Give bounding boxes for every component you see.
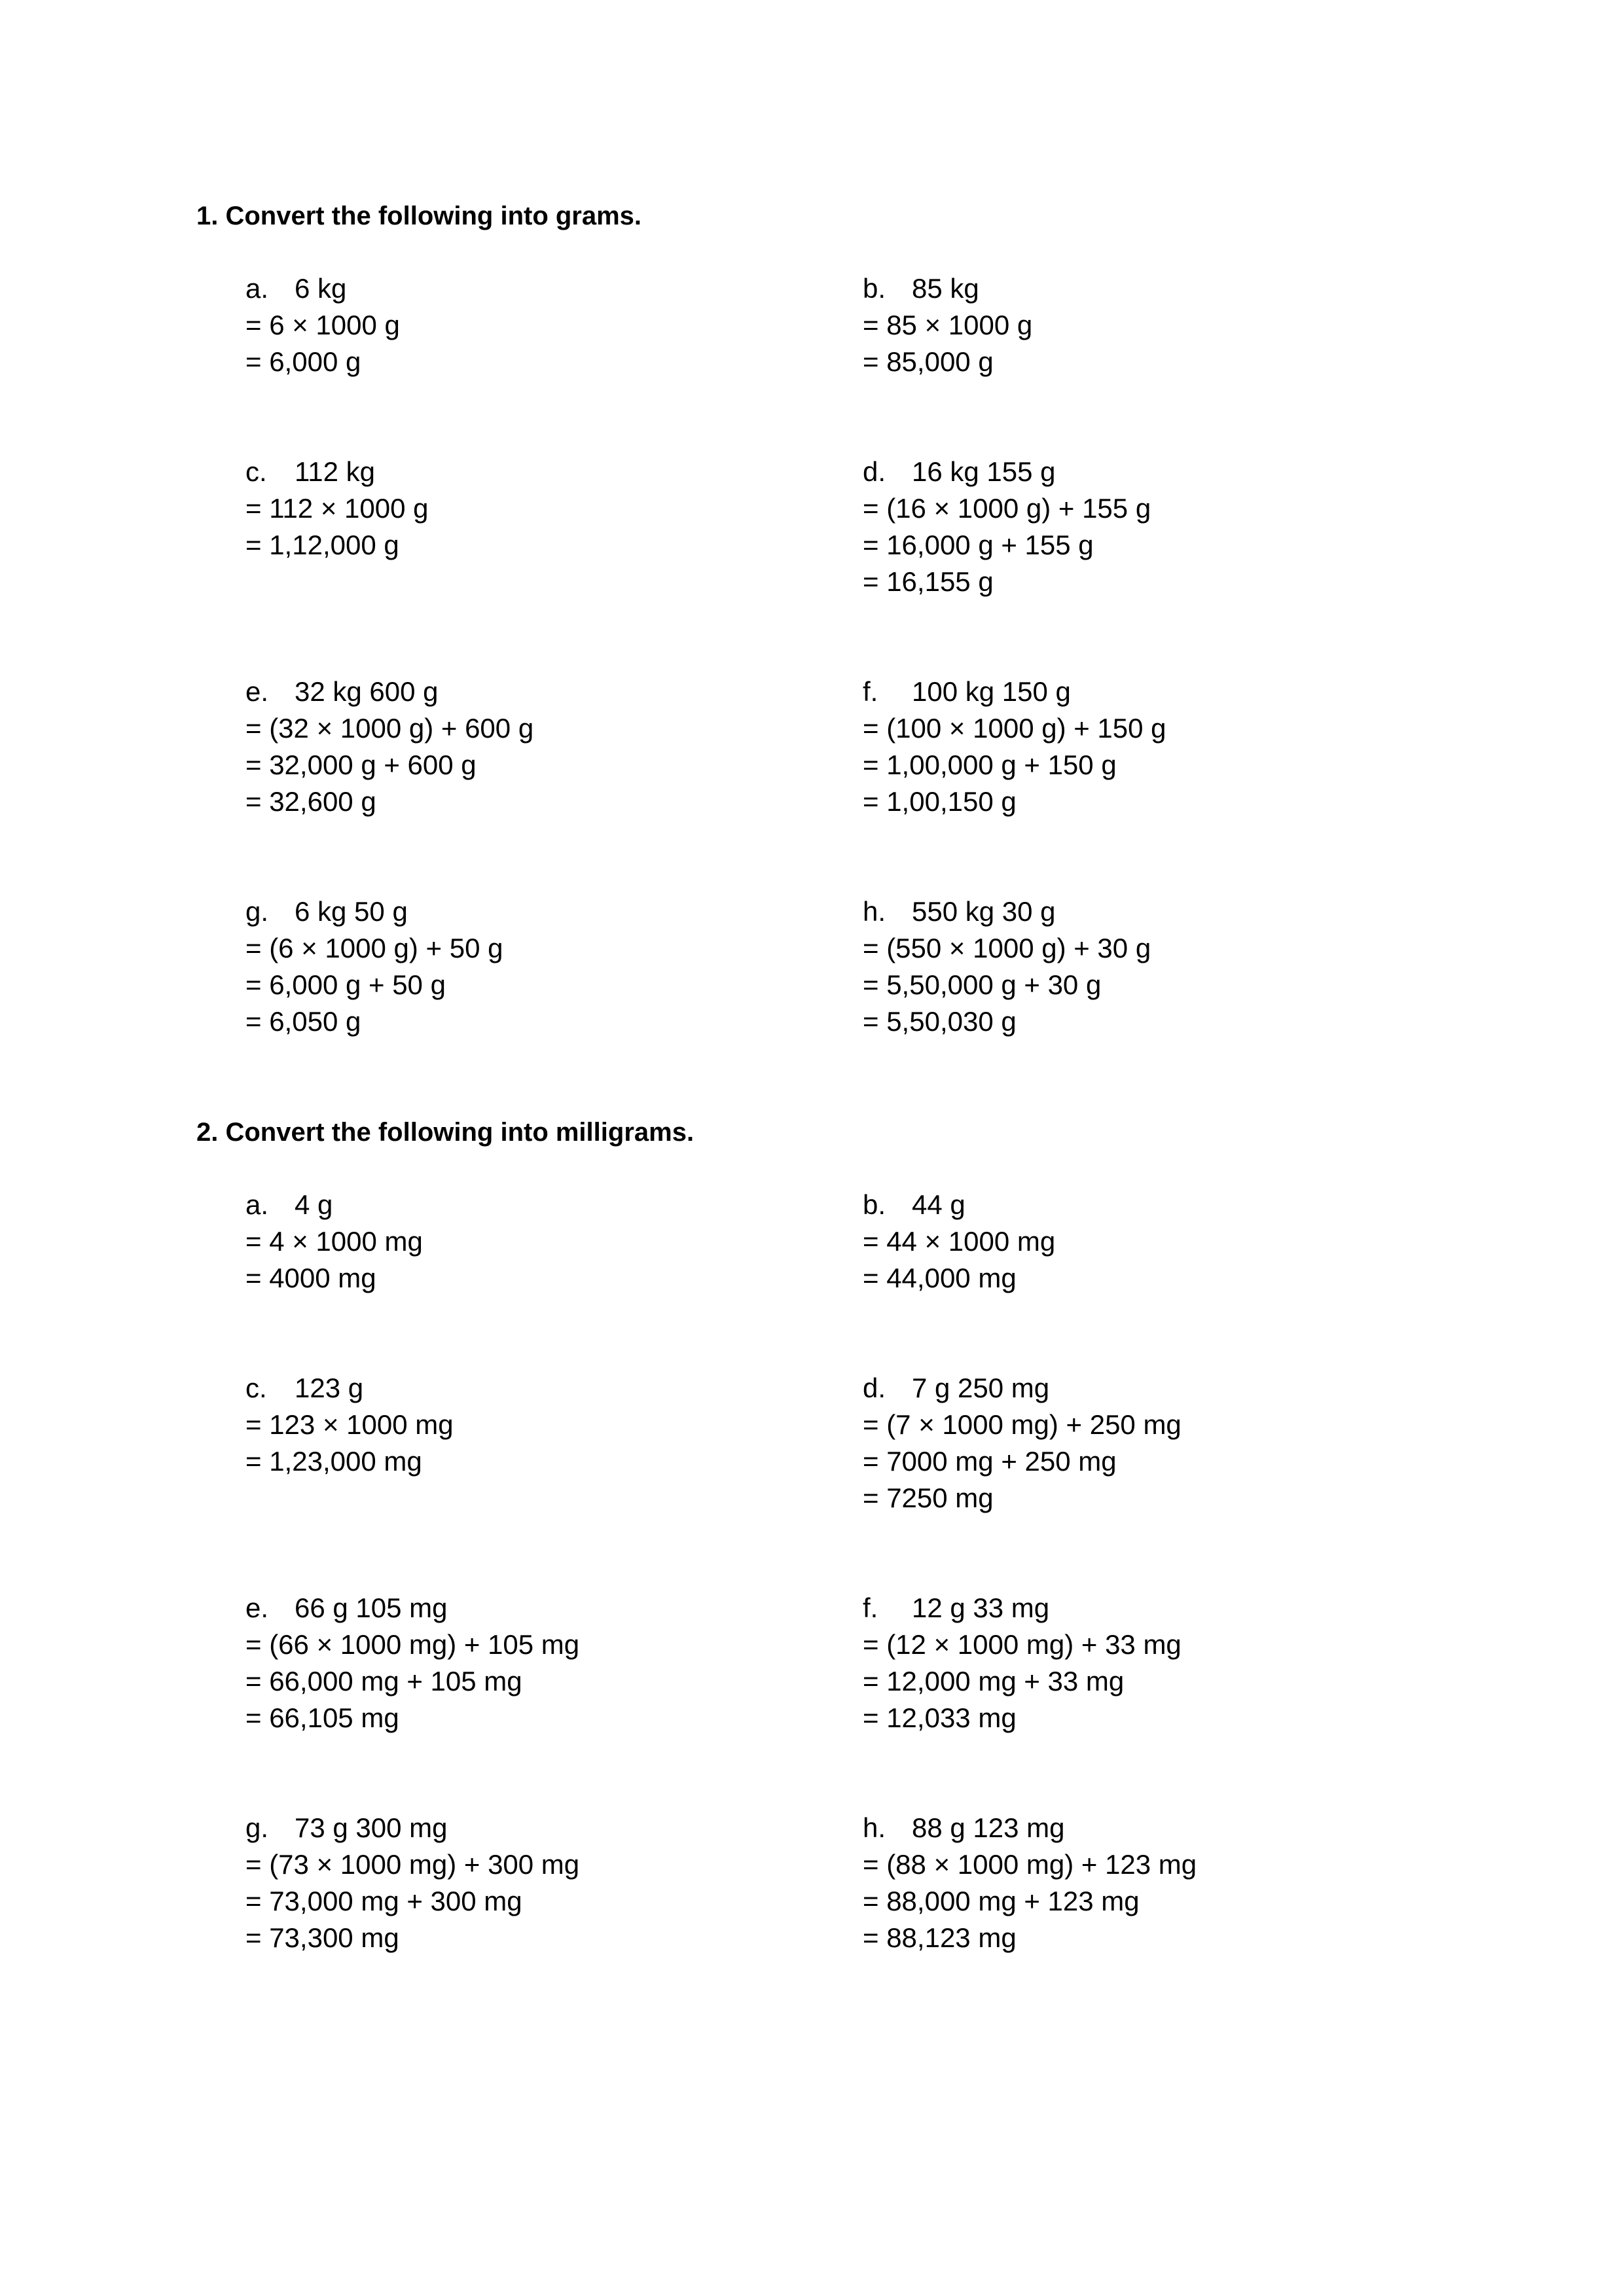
problem-head: [245, 893, 503, 930]
problem-question: 16 kg 155 g: [912, 456, 1056, 487]
problem-letter: a.: [245, 1189, 269, 1220]
problem-letter: f.: [863, 676, 878, 707]
problem-question: 32 kg 600 g: [295, 676, 439, 707]
problem-question: 85 kg: [912, 273, 979, 304]
solution-step: = 1,00,150 g: [863, 786, 1017, 817]
problem-head: [863, 1370, 1182, 1407]
solution-step: = 112 × 1000 g: [245, 493, 429, 524]
problem-question: 88 g 123 mg: [912, 1812, 1065, 1843]
problem-letter: d.: [863, 456, 886, 487]
solution-step: = 73,000 mg + 300 mg: [245, 1886, 522, 1916]
solution-step: = 16,000 g + 155 g: [863, 529, 1094, 560]
solution-step: = (100 × 1000 g) + 150 g: [863, 713, 1166, 744]
solution-step: = (6 × 1000 g) + 50 g: [245, 933, 503, 963]
problem-2f: [863, 1590, 1182, 1736]
problem-letter: c.: [245, 1372, 267, 1403]
section-heading-grams: 1. Convert the following into grams.: [196, 202, 642, 230]
problem-head: [245, 1810, 579, 1846]
solution-step: = (16 × 1000 g) + 155 g: [863, 493, 1151, 524]
problem-head: [245, 270, 400, 307]
problem-question: 6 kg: [295, 273, 347, 304]
section-heading-milligrams: 2. Convert the following into milligrams.: [196, 1118, 695, 1147]
solution-step: = 4000 mg: [245, 1263, 376, 1293]
solution-step: = 12,033 mg: [863, 1702, 1017, 1733]
problem-head: [863, 270, 1032, 307]
solution-step: = 32,600 g: [245, 786, 376, 817]
problem-2c: [245, 1370, 454, 1480]
problem-2h: [863, 1810, 1197, 1956]
problem-question: 123 g: [295, 1372, 364, 1403]
problem-2g: [245, 1810, 579, 1956]
problem-head: [245, 1590, 579, 1626]
problem-2a: [245, 1187, 423, 1297]
solution-step: = 66,000 mg + 105 mg: [245, 1666, 522, 1696]
problem-1b: [863, 270, 1032, 380]
solution-step: = 6 × 1000 g: [245, 310, 400, 340]
solution-step: = 123 × 1000 mg: [245, 1409, 454, 1440]
solution-step: = (32 × 1000 g) + 600 g: [245, 713, 534, 744]
solution-step: = (66 × 1000 mg) + 105 mg: [245, 1629, 580, 1660]
problem-question: 73 g 300 mg: [295, 1812, 448, 1843]
solution-step: = 66,105 mg: [245, 1702, 399, 1733]
solution-step: = 12,000 mg + 33 mg: [863, 1666, 1125, 1696]
problem-2b: [863, 1187, 1055, 1297]
problem-question: 12 g 33 mg: [912, 1592, 1050, 1623]
problem-letter: h.: [863, 896, 886, 927]
problem-1h: [863, 893, 1151, 1040]
problem-question: 550 kg 30 g: [912, 896, 1056, 927]
problem-head: [245, 673, 533, 710]
problem-letter: f.: [863, 1592, 878, 1623]
problem-question: 44 g: [912, 1189, 965, 1220]
problem-head: [863, 1187, 1055, 1223]
solution-step: = 6,000 g: [245, 346, 361, 377]
problem-head: [863, 454, 1151, 490]
solution-step: = 1,00,000 g + 150 g: [863, 749, 1117, 780]
problem-letter: a.: [245, 273, 269, 304]
solution-step: = 1,12,000 g: [245, 529, 399, 560]
problem-letter: g.: [245, 1812, 269, 1843]
problem-letter: c.: [245, 456, 267, 487]
problem-question: 4 g: [295, 1189, 333, 1220]
problem-head: [863, 893, 1151, 930]
solution-step: = 5,50,030 g: [863, 1006, 1017, 1037]
problem-question: 66 g 105 mg: [295, 1592, 448, 1623]
solution-step: = 88,123 mg: [863, 1922, 1017, 1953]
problem-letter: e.: [245, 1592, 269, 1623]
problem-1d: [863, 454, 1151, 600]
problem-1e: [245, 673, 533, 820]
solution-step: = 16,155 g: [863, 566, 994, 597]
solution-step: = 85,000 g: [863, 346, 994, 377]
solution-step: = (73 × 1000 mg) + 300 mg: [245, 1849, 580, 1880]
problem-head: [863, 1810, 1197, 1846]
solution-step: = 85 × 1000 g: [863, 310, 1033, 340]
solution-step: = 44,000 mg: [863, 1263, 1017, 1293]
problem-head: [863, 673, 1166, 710]
problem-question: 112 kg: [295, 456, 375, 487]
problem-question: 100 kg 150 g: [912, 676, 1071, 707]
problem-head: [245, 454, 428, 490]
problem-letter: b.: [863, 273, 886, 304]
problem-question: 6 kg 50 g: [295, 896, 408, 927]
solution-step: = 32,000 g + 600 g: [245, 749, 477, 780]
problem-head: [245, 1187, 423, 1223]
problem-2d: [863, 1370, 1182, 1516]
solution-step: = (7 × 1000 mg) + 250 mg: [863, 1409, 1182, 1440]
solution-step: = 5,50,000 g + 30 g: [863, 969, 1102, 1000]
problem-2e: [245, 1590, 579, 1736]
problem-question: 7 g 250 mg: [912, 1372, 1050, 1403]
solution-step: = (12 × 1000 mg) + 33 mg: [863, 1629, 1182, 1660]
solution-step: = 1,23,000 mg: [245, 1446, 422, 1477]
solution-step: = 73,300 mg: [245, 1922, 399, 1953]
problem-letter: g.: [245, 896, 269, 927]
problem-head: [863, 1590, 1182, 1626]
problem-1a: [245, 270, 400, 380]
problem-1c: [245, 454, 428, 564]
problem-letter: d.: [863, 1372, 886, 1403]
problem-letter: h.: [863, 1812, 886, 1843]
problem-1g: [245, 893, 503, 1040]
solution-step: = 88,000 mg + 123 mg: [863, 1886, 1140, 1916]
solution-step: = (550 × 1000 g) + 30 g: [863, 933, 1151, 963]
solution-step: = 44 × 1000 mg: [863, 1226, 1056, 1257]
solution-step: = 7000 mg + 250 mg: [863, 1446, 1117, 1477]
solution-step: = 6,050 g: [245, 1006, 361, 1037]
problem-letter: e.: [245, 676, 269, 707]
solution-step: = 4 × 1000 mg: [245, 1226, 423, 1257]
problem-1f: [863, 673, 1166, 820]
solution-step: = 6,000 g + 50 g: [245, 969, 446, 1000]
problem-head: [245, 1370, 454, 1407]
solution-step: = 7250 mg: [863, 1482, 994, 1513]
problem-letter: b.: [863, 1189, 886, 1220]
solution-step: = (88 × 1000 mg) + 123 mg: [863, 1849, 1197, 1880]
